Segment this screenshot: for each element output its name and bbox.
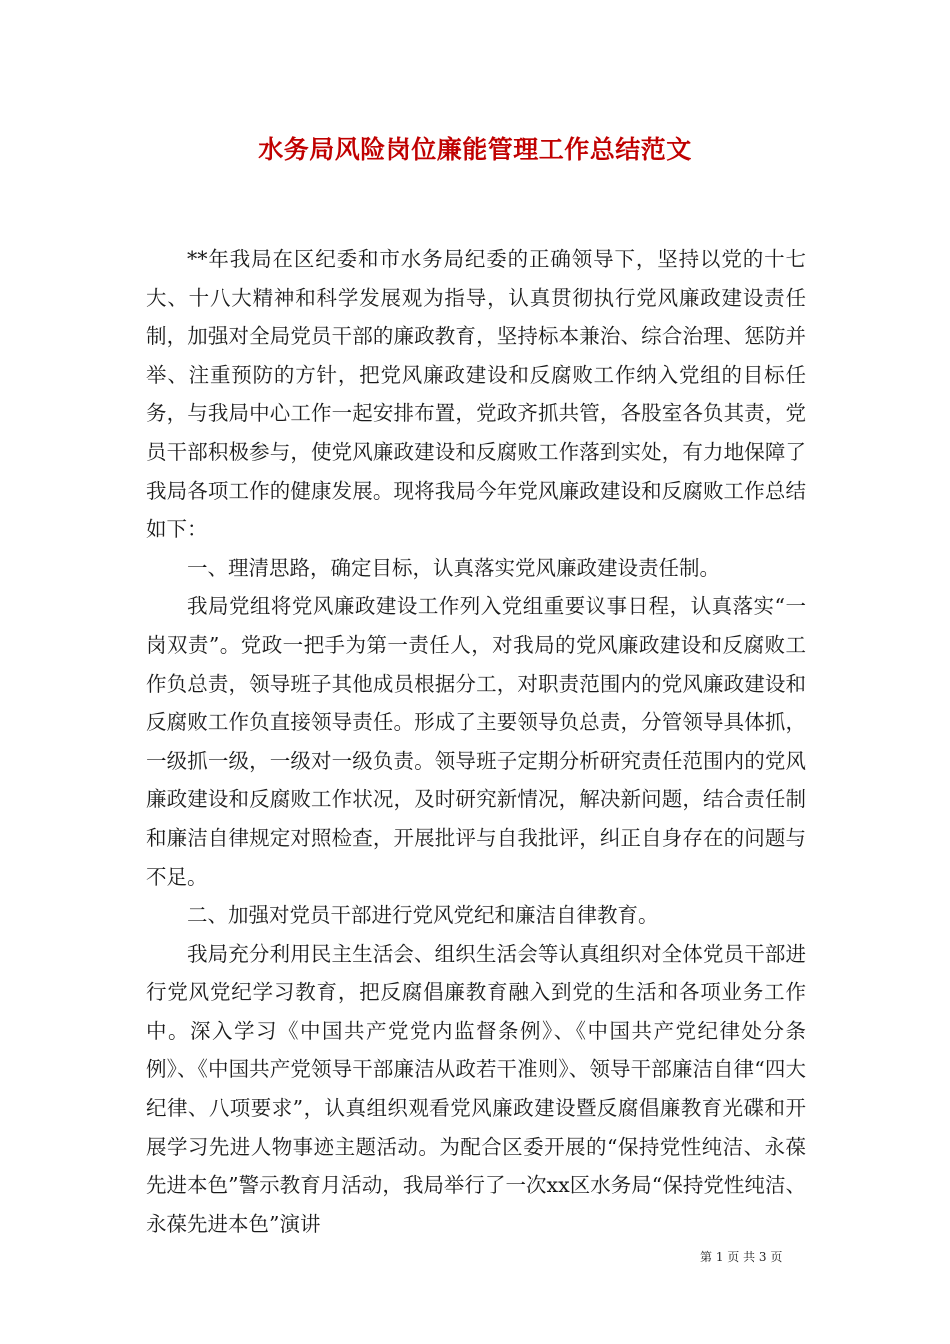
document-title: 水务局风险岗位廉能管理工作总结范文 xyxy=(258,135,692,164)
paragraph-section-2: 我局充分利用民主生活会、组织生活会等认真组织对全体党员干部进行党风党纪学习教育，把反腐倡廉教育融入到党的生活和各项业务工作中。深入学习《中国共产党党内监督条例》、《中国共产党纪律处分条例》、《中国共产党领导干部廉洁从政若干准则》、领导干部廉洁自律“四大纪律、八项要求”，认真组织观看党风廉政建设暨反腐倡廉教育光碟和开展学习先进人物事迹主题活动。为配合区委开展的“保持党性纯洁、永葆先进本色”警示教育月活动，我局举行了一次xx区水务局“保持党性纯洁、永葆先进本色”演讲 xyxy=(146,941,806,1236)
document-body xyxy=(146,240,806,1243)
section-heading-1: 一、理清思路，确定目标，认真落实党风廉政建设责任制。 xyxy=(187,555,720,580)
page-number-footer: 第 1 页 共 3 页 xyxy=(700,1250,783,1264)
section-heading-2: 二、加强对党员干部进行党风党纪和廉洁自律教育。 xyxy=(187,903,659,928)
paragraph-intro: **年我局在区纪委和市水务局纪委的正确领导下，坚持以党的十七大、十八大精神和科学发展观为指导，认真贯彻执行党风廉政建设责任制，加强对全局党员干部的廉政教育，坚持标本兼治、综合治理、惩防并举、注重预防的方针，把党风廉政建设和反腐败工作纳入党组的目标任务，与我局中心工作一起安排布置，党政齐抓共管，各股室各负其责，党员干部积极参与，使党风廉政建设和反腐败工作落到实处，有力地保障了我局各项工作的健康发展。现将我局今年党风廉政建设和反腐败工作总结如下： xyxy=(146,247,806,542)
paragraph-section-1: 我局党组将党风廉政建设工作列入党组重要议事日程，认真落实“一岗双责”。党政一把手为第一责任人，对我局的党风廉政建设和反腐败工作负总责，领导班子其他成员根据分工，对职责范围内的党风廉政建设和反腐败工作负直接领导责任。形成了主要领导负总责，分管领导具体抓，一级抓一级，一级对一级负责。领导班子定期分析研究责任范围内的党风廉政建设和反腐败工作状况，及时研究新情况，解决新问题，结合责任制和廉洁自律规定对照检查，开展批评与自我批评，纠正自身存在的问题与不足。 xyxy=(146,594,806,889)
